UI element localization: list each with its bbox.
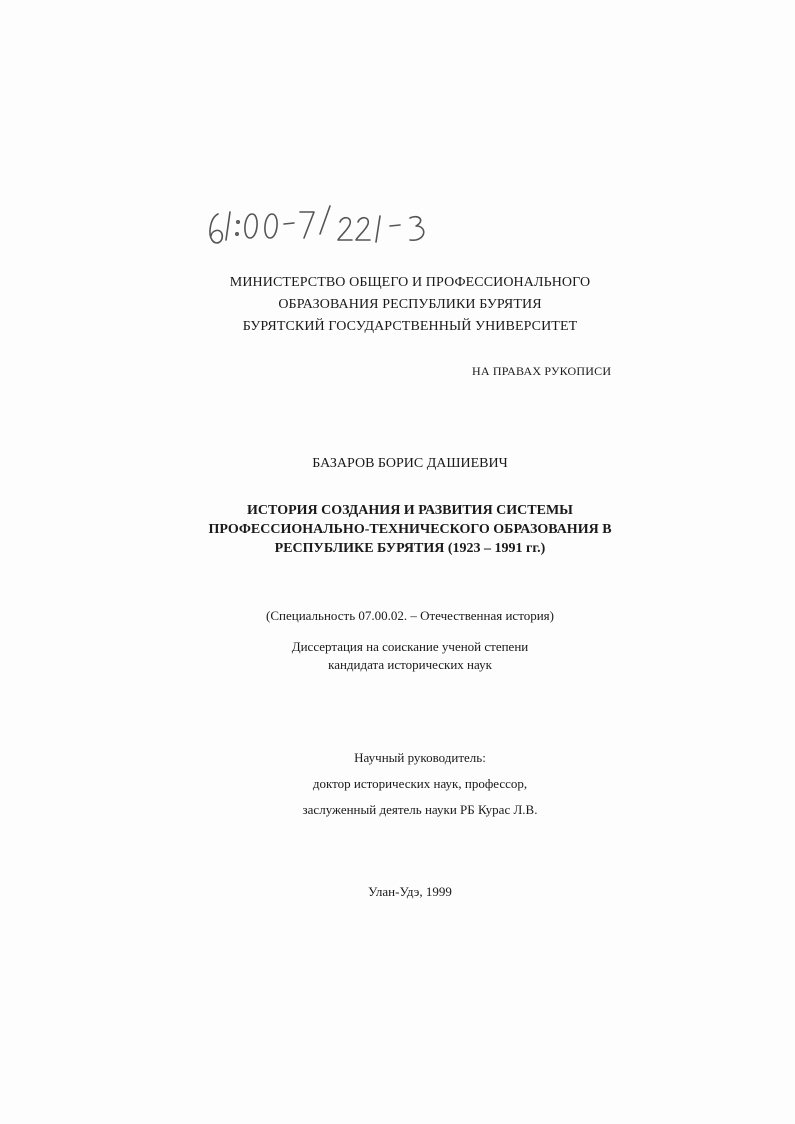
supervisor-degree: доктор исторических наук, профессор, (312, 776, 528, 791)
specialty-code: (Специальность 07.00.02. – Отечественная история) (266, 608, 554, 623)
supervisor-block (200, 745, 640, 823)
degree-line-1: Диссертация на соискание ученой степени (291, 639, 529, 654)
city-year: Улан-Удэ, 1999 (368, 884, 452, 899)
degree-line-2: кандидата исторических наук (328, 657, 492, 672)
handwritten-catalog-number (200, 200, 460, 260)
title-line-3: РЕСПУБЛИКЕ БУРЯТИЯ (1923 – 1991 гг.) (274, 541, 546, 556)
university-name: БУРЯТСКИЙ ГОСУДАРСТВЕННЫЙ УНИВЕРСИТЕТ (242, 319, 578, 334)
dissertation-title (170, 501, 650, 558)
handwritten-signature-graphic (200, 200, 460, 260)
supervisor-name: заслуженный деятель науки РБ Курас Л.В. (302, 802, 538, 817)
ministry-line-1: МИНИСТЕРСТВО ОБЩЕГО И ПРОФЕССИОНАЛЬНОГО (229, 275, 591, 290)
ministry-line-2: ОБРАЗОВАНИЯ РЕСПУБЛИКИ БУРЯТИЯ (278, 297, 542, 312)
title-line-2: ПРОФЕССИОНАЛЬНО-ТЕХНИЧЕСКОГО ОБРАЗОВАНИЯ В (208, 522, 612, 537)
degree-statement (170, 638, 650, 674)
title-line-1: ИСТОРИЯ СОЗДАНИЯ И РАЗВИТИЯ СИСТЕМЫ (247, 503, 573, 518)
ministry-header (170, 272, 650, 338)
supervisor-label: Научный руководитель: (354, 750, 486, 765)
rights-notice: НА ПРАВАХ РУКОПИСИ (472, 364, 612, 378)
author-name: БАЗАРОВ БОРИС ДАШИЕВИЧ (312, 456, 508, 471)
